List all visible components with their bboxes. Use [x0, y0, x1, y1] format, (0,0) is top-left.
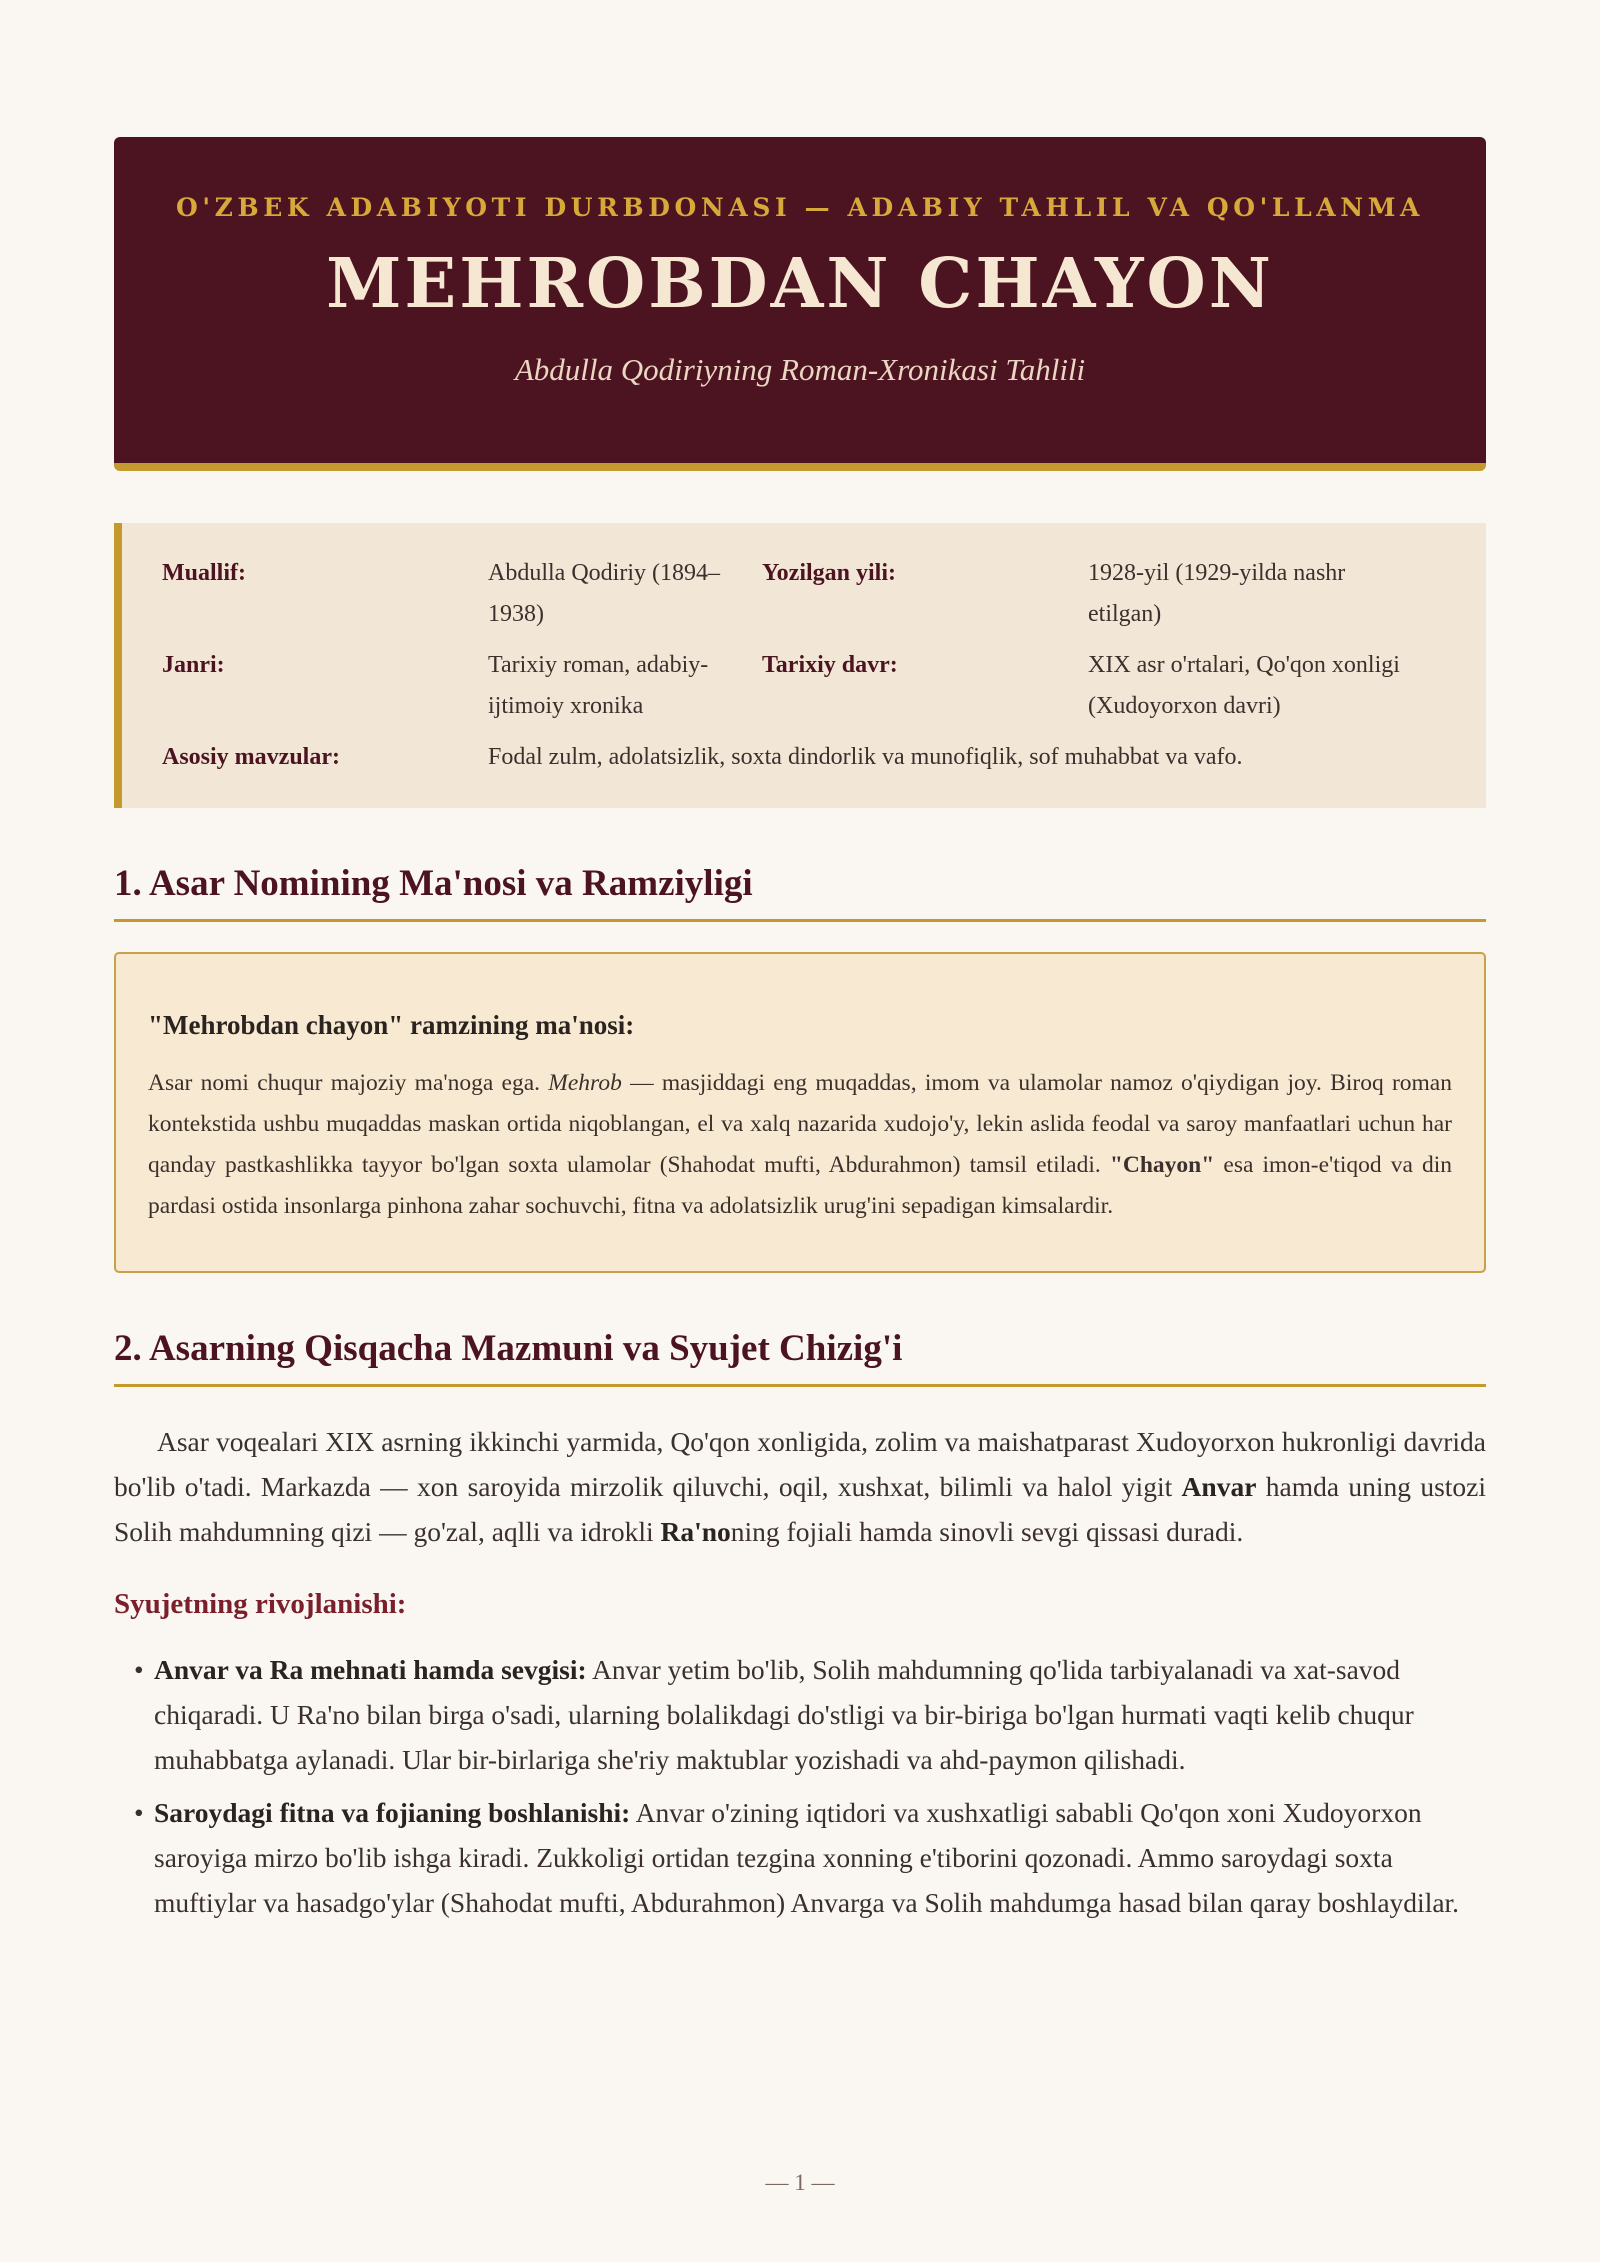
list-item: [134, 1790, 1486, 1925]
themes-label: Asosiy mavzular:: [162, 744, 340, 770]
callout-title: "Mehrobdan chayon" ramzining ma'nosi:: [148, 1010, 635, 1040]
author-value: Abdulla Qodiriy (1894–1938): [488, 560, 720, 627]
info-row: [162, 737, 1446, 778]
page-number: — 1 —: [765, 2170, 835, 2195]
plot-subheading: Syujetning rivojlanishi:: [114, 1588, 407, 1620]
info-row: [162, 553, 1446, 645]
genre-label: Janri:: [162, 652, 225, 678]
author-label: Muallif:: [162, 560, 246, 586]
header-kicker: O'ZBEK ADABIYOTI DURBDONASI — ADABIY TAHLIL VA QO'LLANMA: [176, 193, 1424, 222]
anvar-name: Anvar: [1181, 1471, 1257, 1502]
symbolism-callout: [114, 952, 1486, 1273]
period-label: Tarixiy davr:: [762, 652, 898, 678]
header-banner: [114, 137, 1486, 471]
rano-name: Ra'no: [660, 1516, 731, 1547]
bullet-icon: •: [134, 1797, 144, 1828]
list-item-text: Anvar yetim bo'lib, Solih mahdumning qo'lida tarbiyalanadi va xat-savod chiqaradi. U Ra'no bilan birga o'sadi, ularning bolalikdagi do'stligi va bir-biriga bo'lgan hurmati vaqti kelib chuqur muhabbatga aylanadi. Ular bir-birlariga she'riy maktublar yozishadi va ahd-paymon qilishadi.: [154, 1654, 1414, 1775]
callout-text-b: — masjiddagi eng muqaddas, imom va ulamolar namoz o'qiydigan joy. Biroq roman kontekstida ushbu muqaddas maskan ortida niqoblangan, el va xalq nazarida xudojo'y, lekin aslida feodal va saroy manfaatlari uchun har qanday pastkashlikka tayyor bo'lgan soxta ulamolar (Shahodat mufti, Abdurahmon) tamsil etiladi.: [148, 1070, 1452, 1178]
period-value: XIX asr o'rtalari, Qo'qon xonligi (Xudoyorxon davri): [1088, 652, 1400, 719]
chayon-term: "Chayon": [1109, 1152, 1215, 1178]
list-item: [134, 1647, 1486, 1782]
list-item-title: Anvar va Ra mehnati hamda sevgisi:: [154, 1654, 587, 1685]
info-table: [162, 553, 1446, 778]
list-item-title: Saroydagi fitna va fojianing boshlanishi:: [154, 1797, 631, 1828]
summary-text-c: ning fojiali hamda sinovli sevgi qissasi duradi.: [730, 1516, 1244, 1547]
callout-text-a: Asar nomi chuqur majoziy ma'noga ega.: [148, 1070, 549, 1096]
info-row: [162, 645, 1446, 737]
plot-list: [114, 1647, 1486, 1925]
document-title: MEHROBDAN CHAYON: [326, 244, 1274, 324]
list-item-text: Anvar o'zining iqtidori va xushxatligi sababli Qo'qon xoni Xudoyorxon saroyiga mirzo bo'lib ishga kiradi. Zukkoligi ortidan tezgina xonning e'tiborini qozonadi. Ammo saroydagi soxta muftiylar va hasadgo'ylar (Shahodat mufti, Abdurahmon) Anvarga va Solih mahdumga hasad bilan qaray boshlaydilar.: [154, 1797, 1460, 1918]
year-label: Yozilgan yili:: [762, 560, 897, 586]
themes-value: Fodal zulm, adolatsizlik, soxta dindorlik va munofiqlik, sof muhabbat va vafo.: [488, 744, 1243, 770]
section-2-heading: 2. Asarning Qisqacha Mazmuni va Syujet Chizig'i: [114, 1327, 1486, 1387]
callout-paragraph: [148, 1063, 1452, 1227]
info-box: [114, 523, 1486, 808]
year-value: 1928-yil (1929-yilda nashr etilgan): [1088, 560, 1346, 627]
summary-paragraph: [114, 1419, 1486, 1554]
document-page: [114, 137, 1486, 1933]
summary-text-b: hamda uning ustozi Solih mahdumning qizi — go'zal, aqlli va idrokli: [114, 1471, 1487, 1547]
document-subtitle: Abdulla Qodiriyning Roman-Xronikasi Tahlili: [514, 352, 1086, 387]
callout-text-c: esa imon-e'tiqod va din pardasi ostida insonlarga pinhona zahar sochuvchi, fitna va adolatsizlik urug'ini sepadigan kimsalardir.: [148, 1152, 1452, 1219]
summary-text-a: Asar voqealari XIX asrning ikkinchi yarmida, Qo'qon xonligida, zolim va maishatparast Xudoyorxon hukronligi davrida bo'lib o'tadi. Markazda — xon saroyida mirzolik qiluvchi, oqil, xushxat, bilimli va halol yigit: [114, 1426, 1486, 1502]
section-1-heading: 1. Asar Nomining Ma'nosi va Ramziyligi: [114, 862, 1486, 922]
genre-value: Tarixiy roman, adabiy-ijtimoiy xronika: [488, 652, 709, 719]
mehrob-term: Mehrob: [548, 1070, 622, 1096]
bullet-icon: •: [134, 1654, 144, 1685]
